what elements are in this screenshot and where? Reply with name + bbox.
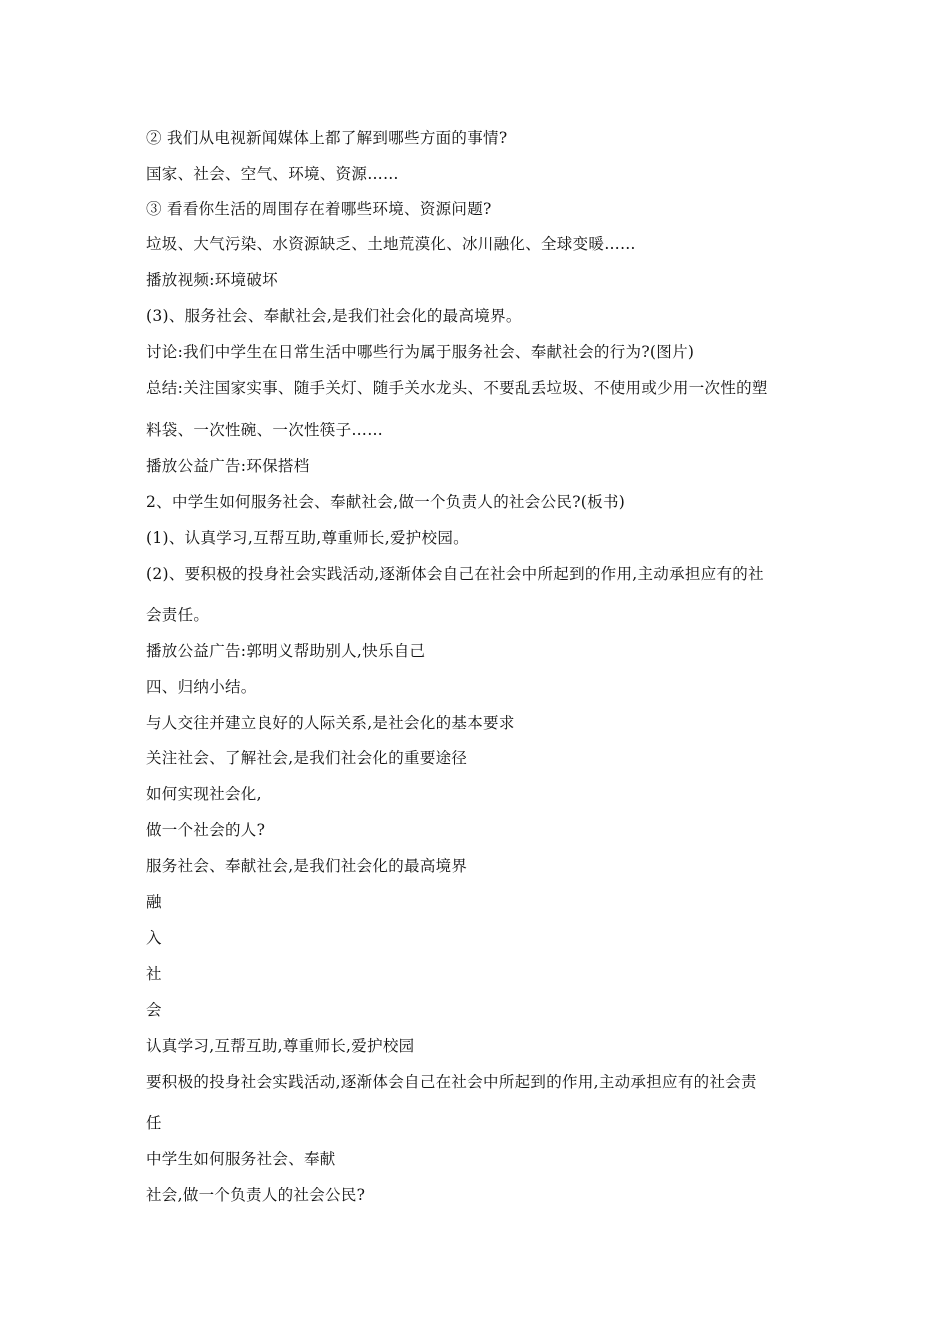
text-line: 做一个社会的人?: [146, 821, 266, 839]
text-line: 2、中学生如何服务社会、奉献社会,做一个负责人的社会公民?(板书): [146, 493, 626, 511]
text-line: 服务社会、奉献社会,是我们社会化的最高境界: [146, 857, 468, 875]
text-line: 任: [146, 1114, 162, 1132]
text-line: (3)、服务社会、奉献社会,是我们社会化的最高境界。: [146, 307, 522, 325]
text-line: (2)、要积极的投身社会实践活动,逐渐体会自己在社会中所起到的作用,主动承担应有的社: [146, 565, 764, 583]
text-line: (1)、认真学习,互帮互助,尊重师长,爱护校园。: [146, 529, 469, 547]
text-line: 会责任。: [146, 606, 210, 624]
text-line: 讨论:我们中学生在日常生活中哪些行为属于服务社会、奉献社会的行为?(图片): [146, 343, 695, 361]
text-line: 入: [146, 929, 162, 947]
text-line: 社: [146, 965, 162, 983]
text-line: 播放公益广告:环保搭档: [146, 457, 310, 475]
text-line: 要积极的投身社会实践活动,逐渐体会自己在社会中所起到的作用,主动承担应有的社会责: [146, 1073, 757, 1091]
text-line: 总结:关注国家实事、随手关灯、随手关水龙头、不要乱丢垃圾、不使用或少用一次性的塑: [146, 379, 768, 397]
text-line: ③ 看看你生活的周围存在着哪些环境、资源问题?: [146, 200, 492, 218]
text-line: 融: [146, 893, 162, 911]
text-line: 垃圾、大气污染、水资源缺乏、土地荒漠化、冰川融化、全球变暖……: [146, 235, 636, 253]
text-line: 播放视频:环境破坏: [146, 271, 278, 289]
text-line: 国家、社会、空气、环境、资源……: [146, 165, 399, 183]
text-line: 认真学习,互帮互助,尊重师长,爱护校园: [146, 1037, 415, 1055]
text-line: ② 我们从电视新闻媒体上都了解到哪些方面的事情?: [146, 129, 508, 147]
text-line: 社会,做一个负责人的社会公民?: [146, 1186, 366, 1204]
text-line: 与人交往并建立良好的人际关系,是社会化的基本要求: [146, 714, 515, 732]
text-line: 四、归纳小结。: [146, 678, 257, 696]
text-line: 中学生如何服务社会、奉献: [146, 1150, 336, 1168]
text-line: 如何实现社会化,: [146, 785, 262, 803]
text-line: 会: [146, 1001, 162, 1019]
text-line: 关注社会、了解社会,是我们社会化的重要途径: [146, 749, 468, 767]
text-line: 播放公益广告:郭明义帮助别人,快乐自己: [146, 642, 426, 660]
text-line: 料袋、一次性碗、一次性筷子……: [146, 421, 384, 439]
